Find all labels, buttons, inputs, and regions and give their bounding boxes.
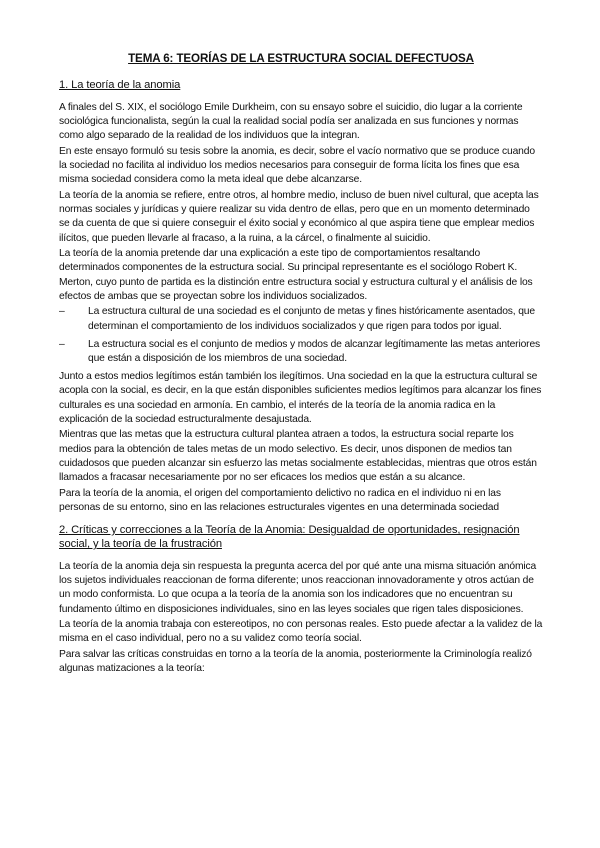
section-1-paragraph-3: La teoría de la anomia se refiere, entre otros, al hombre medio, incluso de buen nivel cultural, que acepta las normas sociales y jurídicas y quiere realizar su vida dentro de ellas, pero que en un momento determinado se da cuenta de que si quiere conseguir el éxito social y económico al que aspira tiene que emplear medios ilícitos, que pueden llevarle al fracaso, a la ruina, a la cárcel, o finalmente al suicidio. xyxy=(59,190,539,244)
document-page xyxy=(59,52,543,678)
section-1-paragraph-2: En este ensayo formuló su tesis sobre la anomia, es decir, sobre el vacío normativo que se produce cuando la sociedad no facilita al individuo los medios necesarios para conseguir de forma lícita los fines que esa misma sociedad considera como la meta ideal que debe alcanzarse. xyxy=(59,146,535,186)
list-item xyxy=(59,305,543,333)
section-1-paragraph-1: A finales del S. XIX, el sociólogo Emile Durkheim, con su ensayo sobre el suicidio, dio lugar a la corriente sociológica funcionalista, según la cual la realidad social podía ser analizada en sus funciones y normas como algo separado de la realidad de los individuos que la integran. xyxy=(59,102,523,142)
section-2-paragraph-1: La teoría de la anomia deja sin respuesta la pregunta acerca del por qué ante una misma situación anómica los sujetos individuales reaccionan de forma diferente; unos reaccionan innovadoramente y otros actúan de un modo conformista. Lo que ocupa a la teoría de la anomia son los indicadores que no encuentran su fundamento último en disposiciones individuales, sino en las leyes sociales que rigen tales disposiciones. xyxy=(59,561,537,615)
list-item-text: La estructura social es el conjunto de medios y modos de alcanzar legítimamente las metas anteriores que están a disposición de los miembros de una sociedad. xyxy=(88,338,541,365)
section-2-paragraph-3: Para salvar las críticas construidas en torno a la teoría de la anomia, posteriormente la Criminología realizó algunas matizaciones a la teoría: xyxy=(59,649,532,675)
section-1-paragraph-6: Mientras que las metas que la estructura cultural plantea atraen a todos, la estructura social reparte los medios para la obtención de tales metas de un modo selectivo. Es decir, unos disponen de medios tan cuidadosos que pueden alcanzar sin esfuerzo las metas socialmente establecidas, mientras que otros están llamados a fracasar necesariamente por no ser eficaces los medios que están a su alcance. xyxy=(59,429,537,484)
section-1-paragraph-4: La teoría de la anomia pretende dar una explicación a este tipo de comportamientos resaltando determinados componentes de la estructura social. Su principal representante es el sociólogo Robert K. Merton, cuyo punto de partida es la distinción entre estructura social y estructura cultural y el análisis de los efectos de ambas que se proyectan sobre los individuos socializados. xyxy=(59,248,533,302)
bullet-dash: – xyxy=(59,306,65,318)
bullet-dash: – xyxy=(59,338,65,350)
section-1-paragraph-5: Junto a estos medios legítimos están también los ilegítimos. Una sociedad en la que la estructura cultural se acopla con la social, es decir, en la que están disponibles suficientes medios legítimos para alcanzar los fines culturales es una sociedad en armonía. En cambio, el interés de la teoría de la anomia radica en la explicación de la sociedad estructuralmente desajustada. xyxy=(59,371,542,425)
list-item xyxy=(59,338,543,366)
list-item-text: La estructura cultural de una sociedad es el conjunto de metas y fines históricamente asentados, que determinan el comportamiento de los individuos socializados y que rigen para todos por igual. xyxy=(88,306,535,332)
structure-definitions-list xyxy=(59,305,543,366)
document-title: TEMA 6: TEORÍAS DE LA ESTRUCTURA SOCIAL DEFECTUOSA xyxy=(128,52,474,65)
section-1-paragraph-7: Para la teoría de la anomia, el origen del comportamiento delictivo no radica en el individuo ni en las personas de su entorno, sino en las relaciones estructurales vigentes en una determinada sociedad xyxy=(59,487,501,513)
section-1-heading: 1. La teoría de la anomia xyxy=(59,79,181,91)
section-2-heading: 2. Críticas y correcciones a la Teoría de la Anomia: Desigualdad de oportunidades, resignación social, y la teoría de la frustración xyxy=(59,524,520,551)
section-2-paragraph-2: La teoría de la anomia trabaja con estereotipos, no con personas reales. Esto puede afectar a la validez de la misma en el caso individual, pero no a su validez como teoría social. xyxy=(59,619,543,645)
